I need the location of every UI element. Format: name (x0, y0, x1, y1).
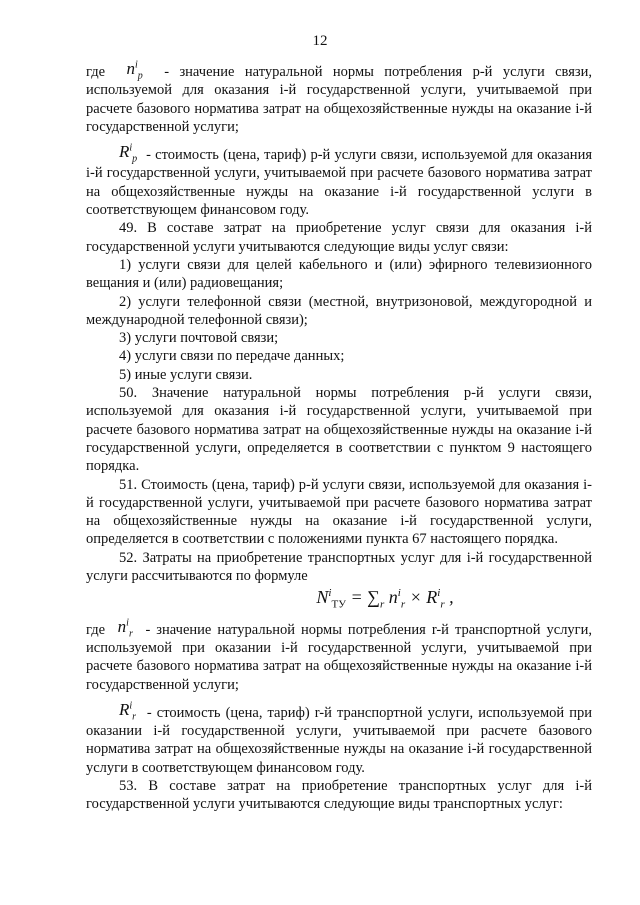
page-number: 12 (312, 33, 328, 49)
document-body (86, 59, 593, 814)
paragraph-53: 53. В составе затрат на приобретение транспортных услуг для i-й государственной услуги учитываются следующие виды транспортных услуг: (86, 777, 592, 813)
symbol-r-r: $R^i_r$ (119, 699, 137, 723)
paragraph-51: 51. Стоимость (цена, тариф) р-й услуги связи, используемой для оказания i-й государственной услуги, учитываемой при расчете базового норматива затрат на общехозяйственные нужды на оказание i-й государственной услуги, определяется в соответствии с положениями пункта 67 настоящего порядка. (86, 476, 592, 548)
list-item: 4) услуги связи по передаче данных; (119, 348, 345, 365)
definition-text: - стоимость (цена, тариф) r-й транспортной услуги, используемой при оказании i-й государственной услуги, учитываемой при расчете базового норматива затрат на общехозяйственные нужды на оказание i-й государственной услуги в соответствующем финансовом году. (86, 704, 593, 776)
where-word: где (86, 621, 106, 638)
list-item: 3) услуги почтовой связи; (119, 330, 279, 347)
formula-transport: $N^i_{ТУ} = \sum_r$ $n^i_r \times R^i_r$ , (316, 587, 454, 611)
where-word: где (86, 64, 106, 80)
definition-r-r (86, 699, 593, 777)
definition-text: - значение натуральной нормы потребления р-й услуги связи, используемой для оказания i-й государственной услуги, учитываемой при расчете базового норматива затрат на общехозяйственные нужды на оказание i-й государственной услуги; (86, 64, 592, 135)
definition-text: - стоимость (цена, тариф) р-й услуги связи, используемой для оказания i-й государственной услуги, учитываемой при расчете базового норматива затрат на общехозяйственные нужды на оказание i-й государственной услуги в соответствующем финансовом году. (86, 147, 592, 219)
paragraph-52: 52. Затраты на приобретение транспортных услуг для i-й государственной услуги рассчитываются по формуле (86, 549, 592, 585)
symbol-n-p: $n^i_p$ (115, 59, 143, 82)
paragraph-50: 50. Значение натуральной нормы потребления р-й услуги связи, используемой для оказания i-й государственной услуги, учитываемой при расчете базового норматива затрат на общехозяйственные нужды на оказание i-й государственной услуги, определяется в соответствии с пунктом 9 настоящего порядка. (86, 385, 592, 475)
definition-n-r (86, 616, 593, 694)
definition-r-p (86, 142, 592, 219)
list-item: 1) услуги связи для целей кабельного и (или) эфирного телевизионного вещания и (или) радиовещания; (86, 256, 592, 292)
symbol-r-p: $R^i_p$ (119, 142, 138, 165)
list-item: 5) иные услуги связи. (119, 366, 253, 383)
definition-n-p (86, 59, 592, 136)
list-item: 2) услуги телефонной связи (местной, внутризоновой, междугородной и международной телефонной связи); (86, 293, 592, 328)
symbol-n-r: $n^i_r$ (111, 616, 133, 639)
paragraph-49: 49. В составе затрат на приобретение услуг связи для оказания i-й государственной услуги учитываются следующие виды услуг связи: (86, 220, 592, 255)
definition-text: - значение натуральной нормы потребления r-й транспортной услуги, используемой при оказании i-й государственной услуги, учитываемой при расчете базового норматива затрат на общехозяйственные нужды на оказание i-й государственной услуги; (86, 621, 593, 693)
